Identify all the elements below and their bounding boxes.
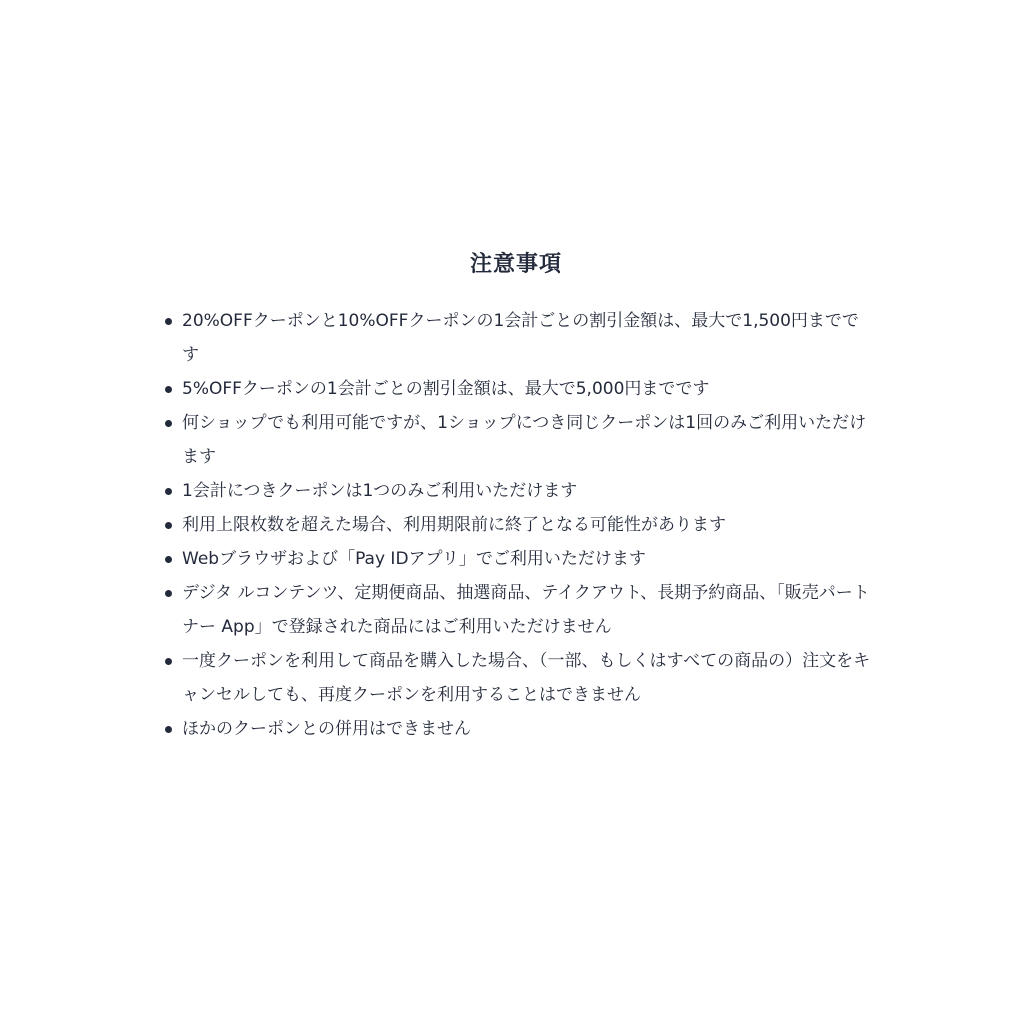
list-item-text: 一度クーポンを利用して商品を購入した場合、（一部、もしくはすべての商品の）注文をキャンセルしても、再度クーポンを利用することはできません [182, 651, 871, 705]
list-item-text: ほかのクーポンとの併用はできません [182, 719, 471, 739]
list-item-text: 何ショップでも利用可能ですが、1ショップにつき同じクーポンは1回のみご利用いただけます [182, 413, 867, 467]
bullet-icon [165, 726, 172, 733]
notice-title: 注意事項 [469, 252, 562, 277]
list-item [160, 712, 872, 746]
list-item-text: 1会計につきクーポンは1つのみご利用いただけます [182, 481, 578, 501]
list-item [160, 406, 872, 474]
bullet-icon [165, 522, 172, 529]
bullet-icon [165, 590, 172, 597]
list-item [160, 542, 872, 576]
list-item [160, 576, 872, 644]
list-item-text: 20%OFFクーポンと10%OFFクーポンの1会計ごとの割引金額は、最大で1,500円までです [182, 311, 859, 365]
list-item [160, 304, 872, 372]
bullet-icon [165, 488, 172, 495]
notice-section [160, 248, 872, 746]
bullet-icon [165, 658, 172, 665]
bullet-icon [165, 556, 172, 563]
list-item-text: Webブラウザおよび「Pay IDアプリ」でご利用いただけます [182, 549, 646, 569]
bullet-icon [165, 318, 172, 325]
list-item [160, 508, 872, 542]
notice-list [160, 304, 872, 746]
bullet-icon [165, 420, 172, 427]
list-item-text: 5%OFFクーポンの1会計ごとの割引金額は、最大で5,000円までです [182, 379, 710, 399]
list-item-text: 利用上限枚数を超えた場合、利用期限前に終了となる可能性があります [182, 515, 726, 535]
list-item [160, 644, 872, 712]
list-item [160, 372, 872, 406]
list-item [160, 474, 872, 508]
list-item-text: デジタ ルコンテンツ、定期便商品、抽選商品、テイクアウト、長期予約商品、「販売パートナー App」で登録された商品にはご利用いただけません [182, 583, 870, 637]
bullet-icon [165, 386, 172, 393]
